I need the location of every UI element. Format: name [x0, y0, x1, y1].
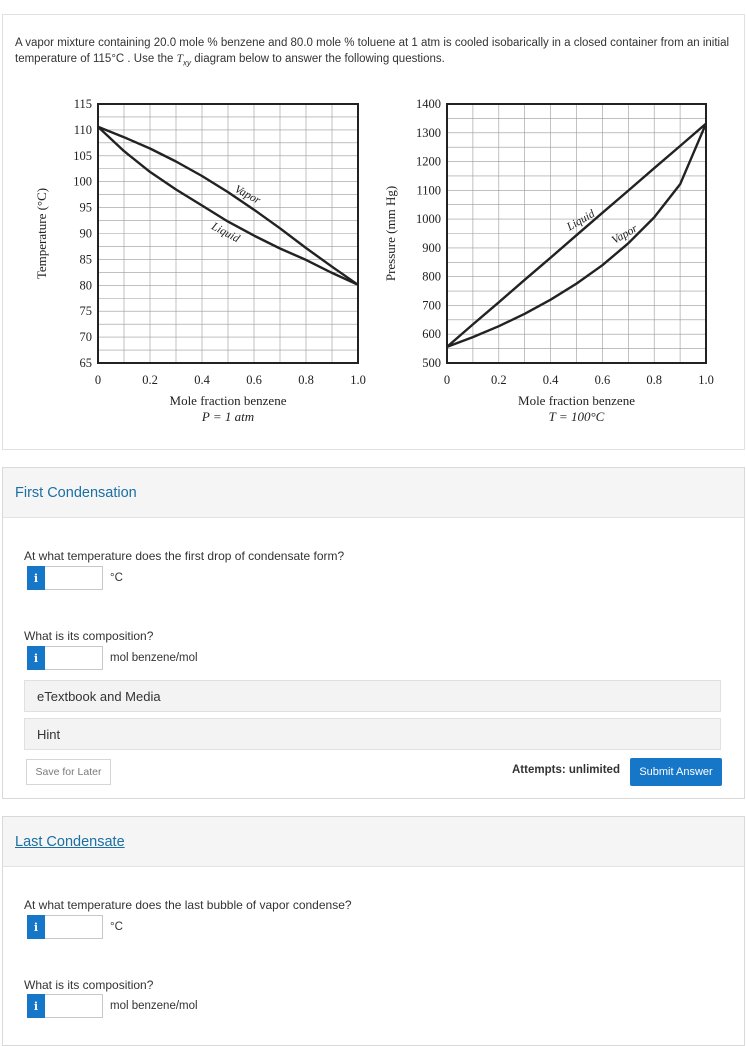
diagram-symbol: T — [176, 53, 184, 65]
y-tick-label: 1100 — [416, 183, 441, 198]
series-label-vapor: Vapor — [609, 222, 640, 247]
x-tick-label: 0.2 — [490, 373, 507, 387]
y-tick-label: 115 — [73, 97, 92, 111]
x-tick-label: 1.0 — [350, 373, 366, 387]
unit-label: °C — [110, 572, 123, 584]
y-axis-title: Temperature (°C) — [34, 187, 49, 280]
x-tick-label: 0.8 — [646, 373, 663, 387]
y-tick-label: 600 — [422, 327, 441, 342]
y-tick-label: 700 — [422, 298, 441, 313]
unit-label: mol benzene/mol — [110, 652, 198, 664]
y-tick-label: 95 — [79, 200, 92, 215]
y-tick-label: 500 — [422, 356, 441, 370]
condition-label: P = 1 atm — [201, 409, 255, 424]
y-tick-label: 1200 — [416, 154, 441, 169]
series-label-liquid: Liquid — [564, 207, 598, 234]
y-tick-label: 90 — [79, 226, 92, 241]
info-icon[interactable]: i — [27, 646, 45, 670]
problem-card — [2, 14, 745, 450]
submit-answer-button[interactable]: Submit Answer — [630, 758, 722, 786]
y-tick-label: 100 — [73, 174, 92, 189]
answer-row-temperature-2 — [27, 915, 123, 939]
y-tick-label: 80 — [79, 278, 92, 293]
y-tick-label: 1400 — [416, 97, 441, 111]
y-tick-label: 1000 — [416, 212, 441, 227]
question-last-bubble-temperature: At what temperature does the last bubble of vapor condense? — [24, 898, 352, 912]
x-tick-label: 1.0 — [698, 373, 714, 387]
question-composition: What is its composition? — [24, 629, 154, 643]
question-composition-2: What is its composition? — [24, 978, 154, 992]
hint-bar[interactable]: Hint — [24, 718, 721, 750]
info-icon[interactable]: i — [27, 915, 45, 939]
condition-label: T = 100°C — [548, 409, 605, 424]
series-label-vapor: Vapor — [232, 183, 263, 207]
temperature-input-2[interactable] — [45, 915, 103, 939]
question-first-drop-temperature: At what temperature does the first drop of condensate form? — [24, 549, 345, 563]
y-axis-title: Pressure (mm Hg) — [383, 185, 398, 282]
x-axis-title: Mole fraction benzene — [169, 393, 287, 408]
composition-input[interactable] — [45, 646, 103, 670]
save-for-later-button[interactable]: Save for Later — [26, 759, 111, 785]
x-axis-title: Mole fraction benzene — [518, 393, 635, 408]
diagram-subscript: xy — [183, 58, 192, 68]
etextbook-media-bar[interactable]: eTextbook and Media — [24, 680, 721, 712]
x-tick-label: 0 — [443, 373, 451, 387]
x-tick-label: 0.6 — [594, 373, 611, 387]
y-tick-label: 85 — [79, 252, 92, 267]
answer-row-composition — [27, 646, 198, 670]
y-tick-label: 70 — [79, 330, 92, 345]
x-tick-label: 0.4 — [194, 373, 210, 387]
y-tick-label: 1300 — [416, 125, 441, 140]
problem-text-part2: diagram below to answer the following questions. — [191, 53, 445, 65]
unit-label: mol benzene/mol — [110, 1000, 198, 1012]
unit-label: °C — [110, 921, 123, 933]
y-tick-label: 65 — [79, 356, 92, 370]
composition-input-2[interactable] — [45, 994, 103, 1018]
attempts-label: Attempts: unlimited — [512, 764, 620, 776]
section-header — [3, 817, 744, 867]
answer-row-temperature — [27, 566, 123, 590]
y-tick-label: 800 — [422, 269, 441, 284]
x-tick-label: 0.8 — [298, 373, 314, 387]
problem-text-part1: A vapor mixture containing 20.0 mole % benzene and 80.0 mole % toluene at 1 atm is cooled isobarically in a closed container from an initial temperature of 115°C . Use the — [15, 37, 730, 65]
answer-row-composition-2 — [27, 994, 198, 1018]
x-tick-label: 0.4 — [542, 373, 559, 387]
txy-pxy-diagrams — [3, 15, 746, 451]
temperature-input[interactable] — [45, 566, 103, 590]
section-header — [3, 468, 744, 518]
info-icon[interactable]: i — [27, 994, 45, 1018]
x-tick-label: 0.2 — [142, 373, 158, 387]
series-label-liquid: Liquid — [209, 220, 242, 246]
y-tick-label: 900 — [422, 240, 441, 255]
section-title-link[interactable]: Last Condensate — [15, 833, 125, 850]
x-tick-label: 0 — [94, 373, 102, 387]
y-tick-label: 75 — [79, 304, 92, 319]
x-tick-label: 0.6 — [246, 373, 262, 387]
info-icon[interactable]: i — [27, 566, 45, 590]
y-tick-label: 110 — [73, 122, 92, 137]
section-title: First Condensation — [15, 484, 137, 501]
y-tick-label: 105 — [73, 148, 92, 163]
